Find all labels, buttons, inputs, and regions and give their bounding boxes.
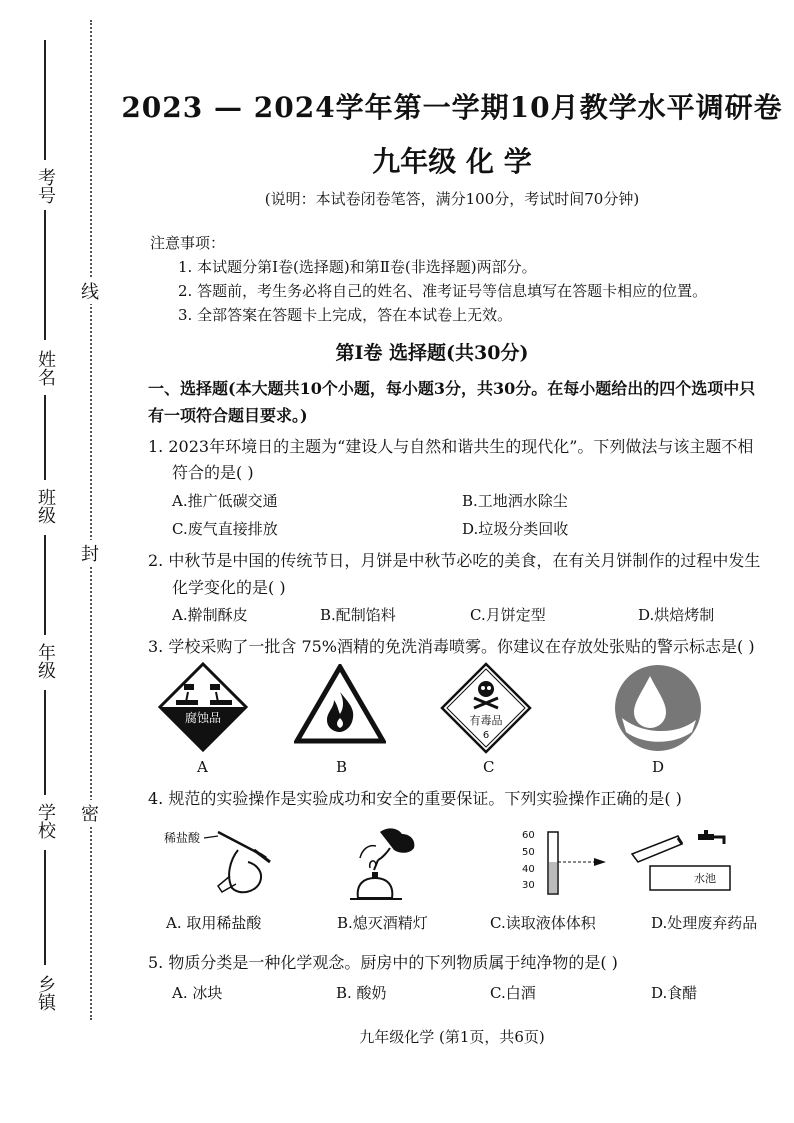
question-1-stem: 1. 2023年环境日的主题为“建设人与自然和谐共生的现代化”。下列做法与该主题不相 [148,437,754,456]
dropper-hydrochloric-acid-figure [160,826,280,900]
part1-title: 第Ⅰ卷 选择题(共30分) [335,342,529,364]
cylinder-tick-60: 60 [522,830,535,841]
field-line [44,395,46,480]
question-3-option-c: C [483,758,495,776]
question-3-option-b: B [336,758,348,776]
corrosive-sign-icon [158,662,248,752]
graduated-cylinder-figure [510,828,610,898]
question-4-option-d: D.处理废弃药品 [651,914,758,932]
seal-char-seal: 封 [78,540,102,566]
question-3-stem: 3. 学校采购了一批含 75%酒精的免洗消毒喷雾。你建议在存放处张贴的警示标志是( ) [148,637,755,656]
water-drop-sign-icon [612,662,704,754]
field-line [44,535,46,635]
exam-subtitle: 九年级 化 学 [372,145,532,178]
field-line [44,210,46,340]
field-label-school: 学校 [35,803,56,839]
question-1-option-b: B.工地洒水除尘 [462,492,568,510]
waste-disposal-sink-figure [628,826,738,898]
toxic-sign-text: 有毒品 [469,714,503,727]
question-2-option-d: D.烘焙烤制 [638,606,715,624]
question-1-stem: 符合的是( ) [172,463,254,482]
question-1-option-a: A.推广低碳交通 [172,492,278,510]
field-line [44,40,46,160]
seal-char-line: 线 [78,278,102,304]
sink-label: 水池 [694,872,716,885]
question-5-option-a: A. 冰块 [172,984,223,1002]
cylinder-tick-50: 50 [522,847,535,858]
field-label-grade: 年级 [35,643,56,679]
toxic-sign-icon [440,662,532,754]
question-5-option-d: D.食醋 [651,984,698,1002]
question-2-stem: 2. 中秋节是中国的传统节日，月饼是中秋节必吃的美食，在有关月饼制作的过程中发生 [148,551,761,570]
cylinder-tick-30: 30 [522,880,535,891]
section-instruction: 一、选择题(本大题共10个小题，每小题3分，共30分。在每小题给出的四个选项中只 [148,379,756,398]
figure-label-hcl: 稀盐酸 [164,831,201,845]
corrosive-sign-text: 腐蚀品 [184,711,222,725]
question-2-option-c: C.月饼定型 [470,606,546,624]
question-2-stem: 化学变化的是( ) [172,578,286,597]
question-1-option-c: C.废气直接排放 [172,520,278,538]
cylinder-tick-40: 40 [522,864,535,875]
field-line [44,850,46,965]
section-instruction: 有一项符合题目要求。) [148,406,308,425]
field-label-name: 姓名 [35,350,56,386]
question-3-option-a: A [197,758,208,776]
page-footer: 九年级化学 (第1页，共6页) [359,1028,545,1046]
question-5-stem: 5. 物质分类是一种化学观念。厨房中的下列物质属于纯净物的是( ) [148,953,618,972]
notice-item: 3. 全部答案在答题卡上完成，答在本试卷上无效。 [178,306,513,324]
question-2-option-b: B.配制馅料 [320,606,396,624]
field-label-exam-number: 考号 [35,168,56,204]
question-1-option-d: D.垃圾分类回收 [462,520,569,538]
seal-dotted-line [90,20,92,1020]
seal-char-secret: 密 [78,800,102,826]
question-2-option-a: A.擀制酥皮 [172,606,248,624]
toxic-sign-class: 6 [482,730,490,741]
question-4-option-c: C.读取液体体积 [490,914,596,932]
notice-item: 2. 答题前，考生务必将自己的姓名、准考证号等信息填写在答题卡相应的位置。 [178,282,708,300]
flammable-sign-icon [294,664,386,744]
question-4-option-b: B.熄灭酒精灯 [337,914,428,932]
question-5-option-b: B. 酸奶 [336,984,387,1002]
field-label-township: 乡镇 [35,975,56,1011]
question-4-stem: 4. 规范的实验操作是实验成功和安全的重要保证。下列实验操作正确的是( ) [148,789,682,808]
field-line [44,690,46,795]
question-4-option-a: A. 取用稀盐酸 [166,914,262,932]
exam-note: (说明：本试卷闭卷笔答，满分100分，考试时间70分钟) [264,190,640,208]
field-label-class: 班级 [35,488,56,524]
notice-item: 1. 本试题分第Ⅰ卷(选择题)和第Ⅱ卷(非选择题)两部分。 [178,258,537,276]
exam-title: 2023 — 2024学年第一学期10月教学水平调研卷 [121,91,783,124]
alcohol-lamp-figure [340,824,430,902]
notice-heading: 注意事项： [150,234,226,252]
question-3-option-d: D [652,758,665,776]
question-5-option-c: C.白酒 [490,984,536,1002]
